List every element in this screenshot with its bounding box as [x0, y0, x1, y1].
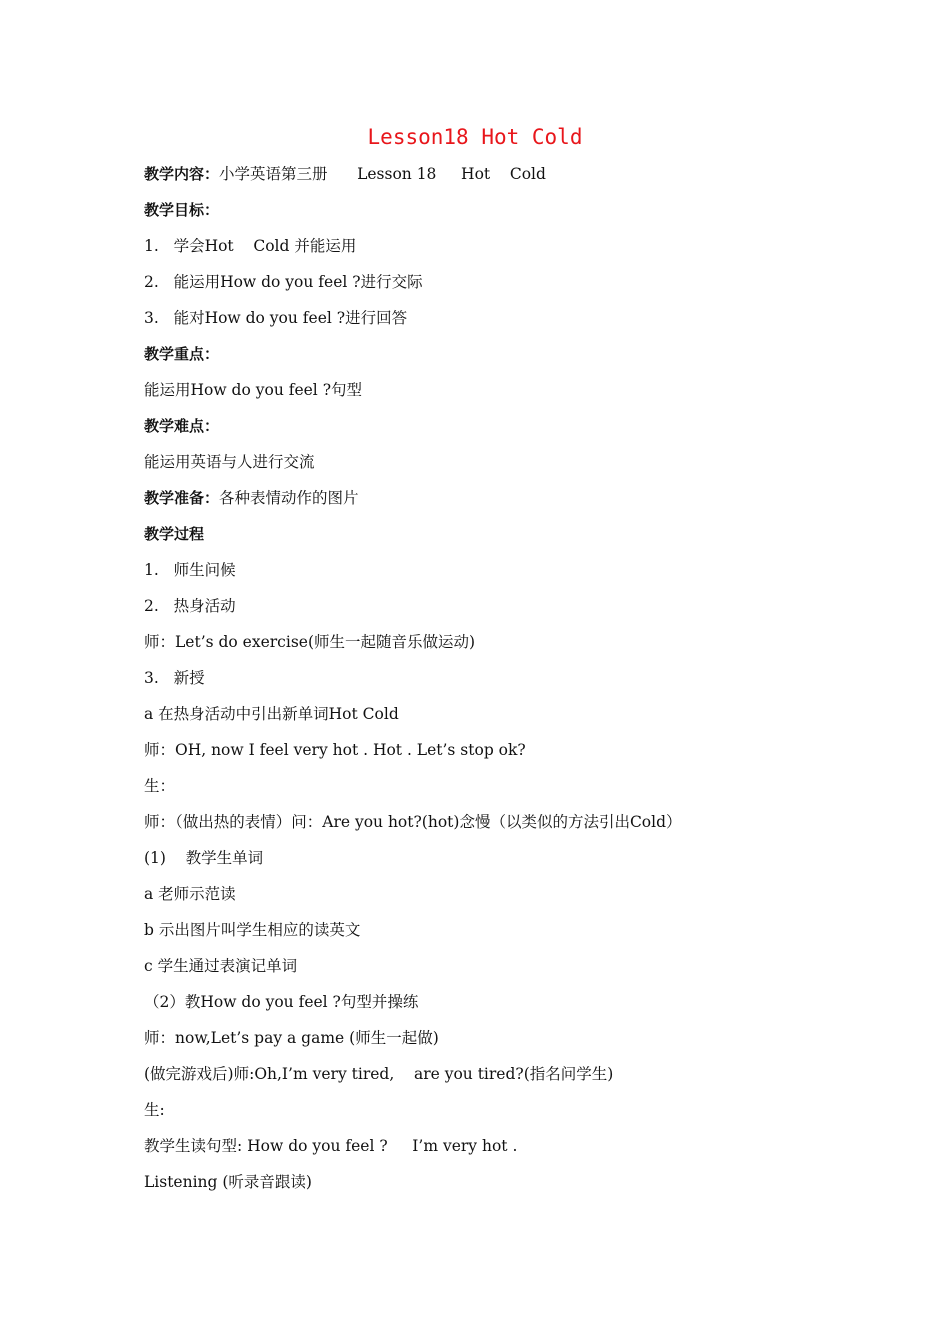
line-text: 师：now,Let’s pay a game (师生一起做) — [144, 1029, 439, 1047]
line-difficulties — [144, 408, 844, 444]
list-item — [144, 228, 844, 264]
list-item — [144, 912, 844, 948]
line-text: 教学生读句型: How do you feel ? I’m very hot . — [144, 1137, 518, 1155]
line-text: 生： — [144, 777, 176, 795]
line-text: （2）教How do you feel ?句型并操练 — [144, 993, 419, 1011]
list-item — [144, 948, 844, 984]
list-item — [144, 1164, 844, 1200]
list-item — [144, 1128, 844, 1164]
line-text: 能运用英语与人进行交流 — [144, 453, 315, 471]
line-text: 1. 学会Hot Cold 并能运用 — [144, 237, 357, 255]
lesson-plan-body — [144, 156, 844, 1200]
line-text: 师：（做出热的表情）问：Are you hot?(hot)念慢（以类似的方法引出Cold） — [144, 813, 682, 831]
line-text: 各种表情动作的图片 — [219, 489, 359, 507]
line-text: (1) 教学生单词 — [144, 849, 264, 867]
line-content — [144, 156, 844, 192]
line-text: 能运用How do you feel ?句型 — [144, 381, 362, 399]
line-text: c 学生通过表演记单词 — [144, 957, 298, 975]
list-item — [144, 264, 844, 300]
line-label: 教学目标： — [144, 201, 220, 219]
line-text: Listening (听录音跟读) — [144, 1173, 312, 1191]
line-label: 教学准备： — [144, 489, 220, 507]
list-item — [144, 804, 844, 840]
line-text: (做完游戏后)师:Oh,I’m very tired, are you tired?(指名问学生) — [144, 1065, 614, 1083]
line-key-points — [144, 336, 844, 372]
list-item — [144, 768, 844, 804]
line-label: 教学重点： — [144, 345, 220, 363]
line-label: 教学难点： — [144, 417, 220, 435]
list-item — [144, 1092, 844, 1128]
line-text: 3. 能对How do you feel ?进行回答 — [144, 309, 408, 327]
list-item — [144, 588, 844, 624]
line-text: 3. 新授 — [144, 669, 205, 687]
list-item — [144, 1056, 844, 1092]
line-process — [144, 516, 844, 552]
line-label: 教学内容： — [144, 165, 220, 183]
list-item — [144, 696, 844, 732]
list-item — [144, 732, 844, 768]
line-text: b 示出图片叫学生相应的读英文 — [144, 921, 361, 939]
list-item — [144, 552, 844, 588]
list-item — [144, 876, 844, 912]
line-text: 师：OH, now I feel very hot . Hot . Let’s stop ok? — [144, 741, 526, 759]
line-text: 1. 师生问候 — [144, 561, 236, 579]
page-title: Lesson18 Hot Cold — [367, 125, 583, 149]
line-text: 小学英语第三册 Lesson 18 Hot Cold — [219, 165, 546, 183]
list-item — [144, 1020, 844, 1056]
line-preparation — [144, 480, 844, 516]
line-text: 2. 热身活动 — [144, 597, 236, 615]
list-item — [144, 300, 844, 336]
line-text: 师：Let’s do exercise(师生一起随音乐做运动) — [144, 633, 476, 651]
list-item — [144, 660, 844, 696]
line-text: 2. 能运用How do you feel ?进行交际 — [144, 273, 423, 291]
list-item — [144, 624, 844, 660]
line-objectives — [144, 192, 844, 228]
list-item — [144, 372, 844, 408]
line-text: a 老师示范读 — [144, 885, 236, 903]
list-item — [144, 444, 844, 480]
list-item — [144, 984, 844, 1020]
line-label: 教学过程 — [144, 525, 205, 543]
line-text: 生: — [144, 1101, 165, 1119]
line-text: a 在热身活动中引出新单词Hot Cold — [144, 705, 399, 723]
list-item — [144, 840, 844, 876]
